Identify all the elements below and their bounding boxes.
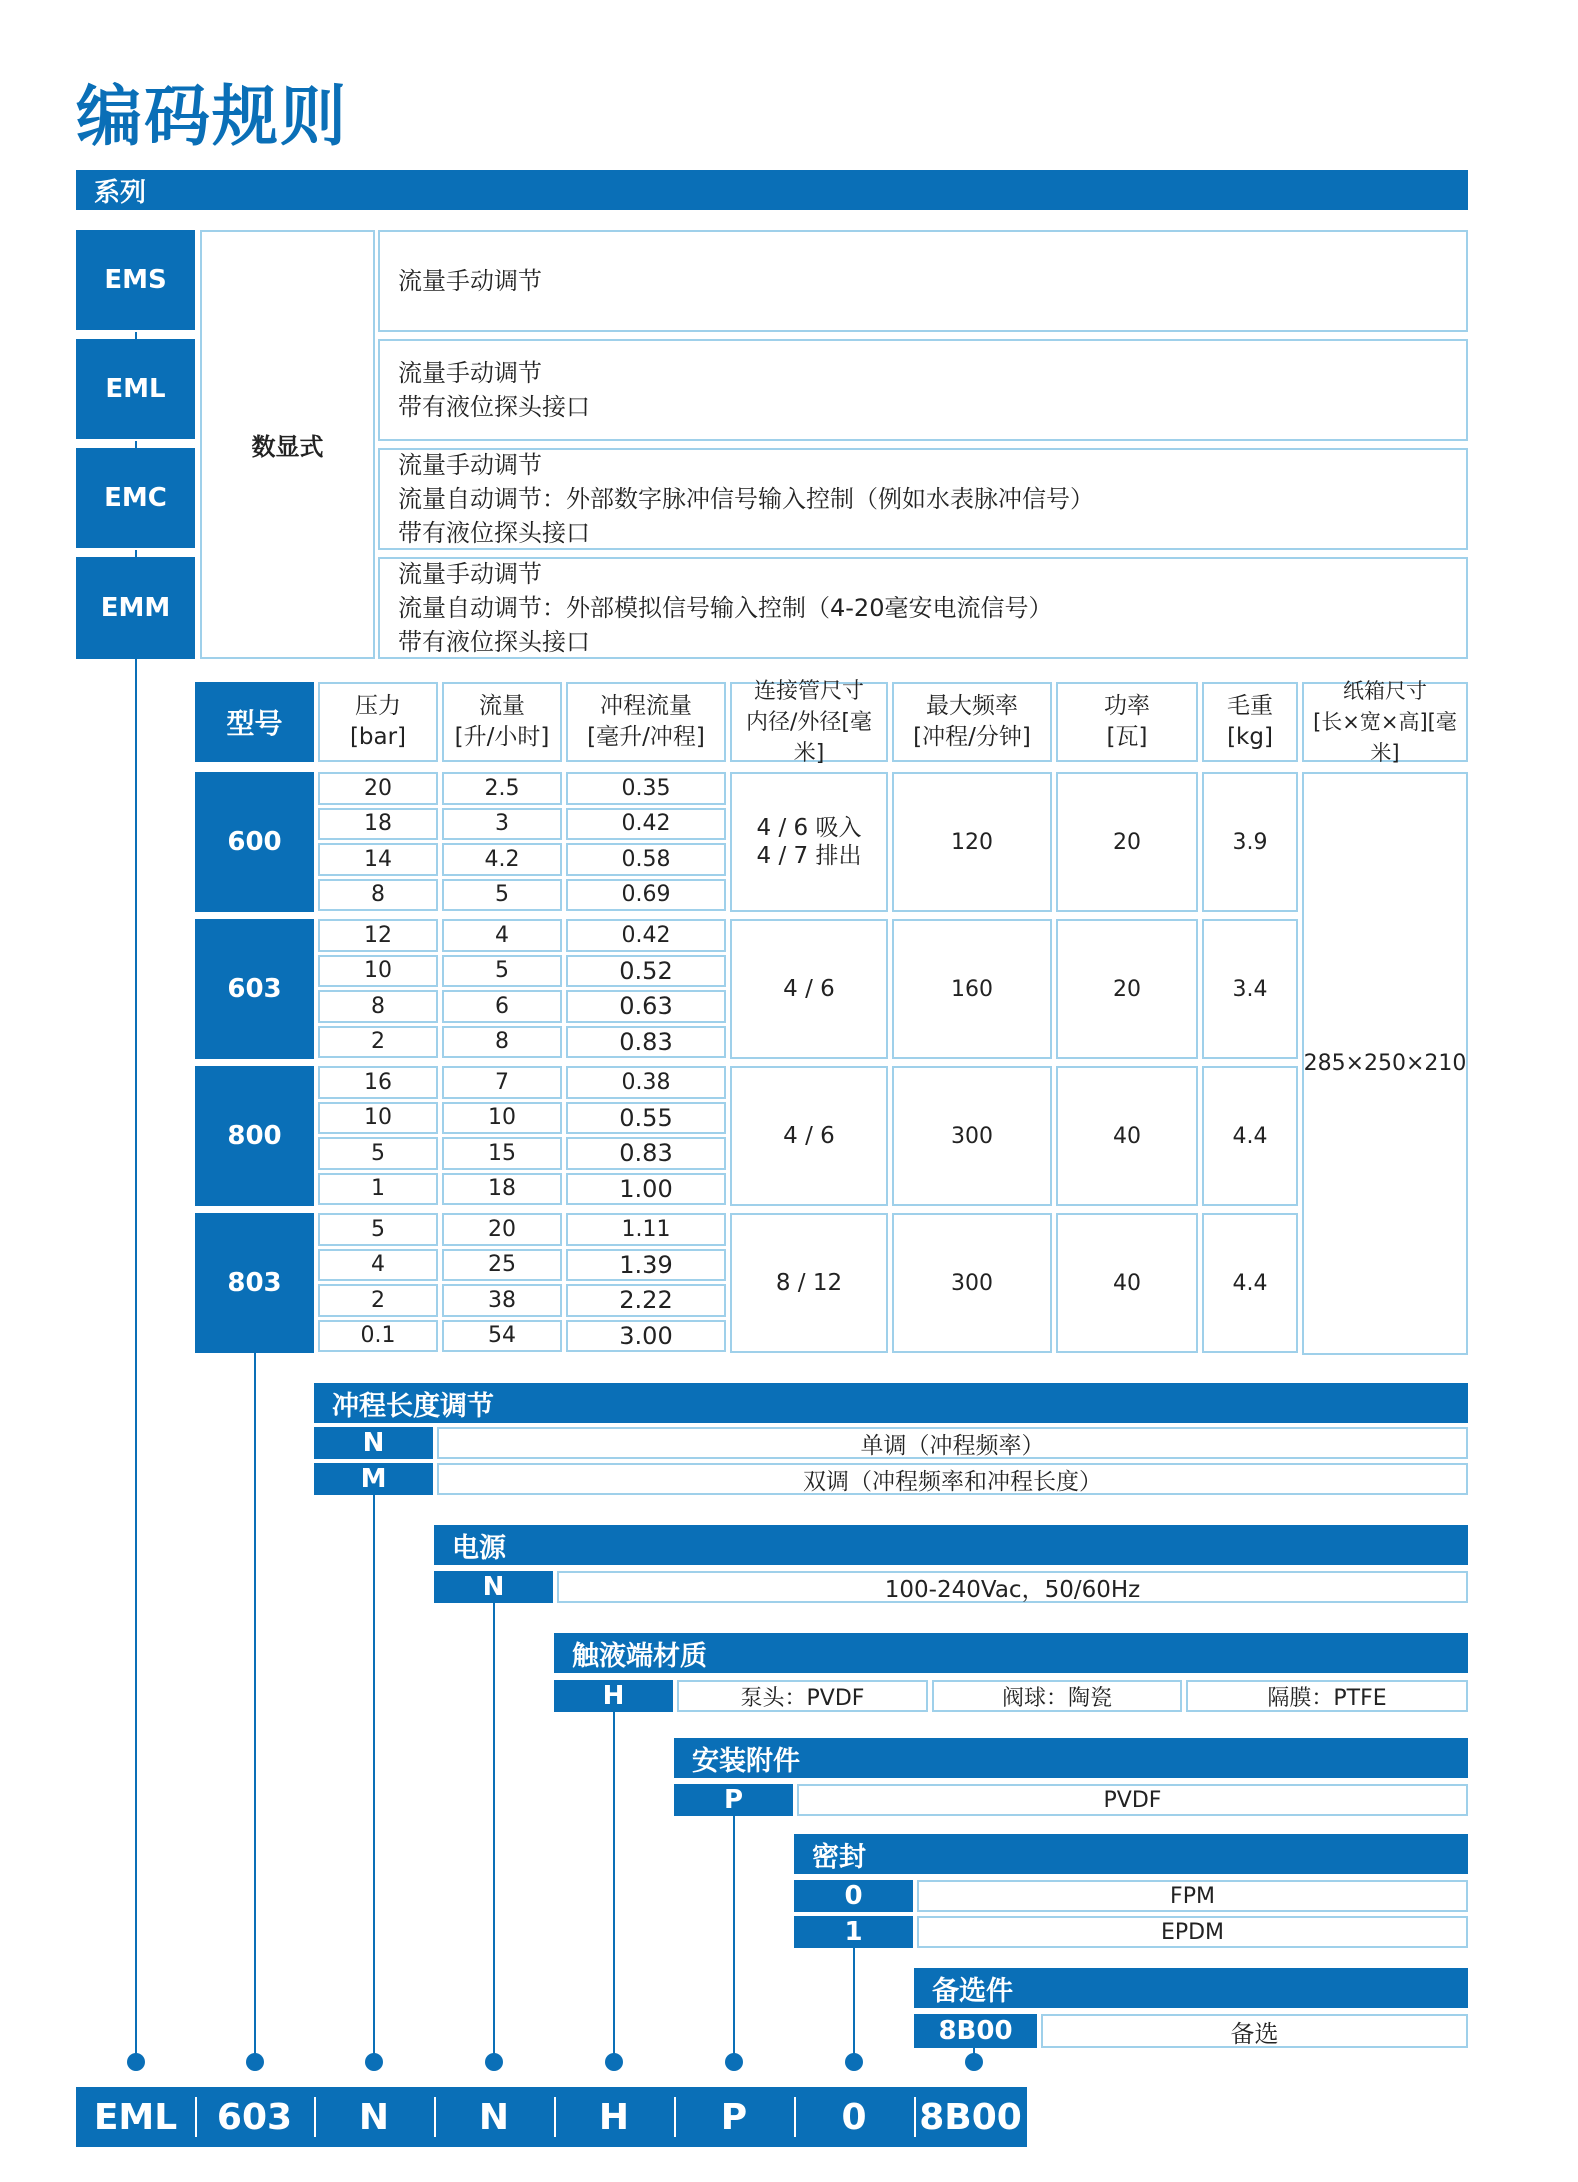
weight-cell: 4.4 [1202, 1066, 1298, 1206]
page-title: 编码规则 [76, 78, 348, 155]
freq-cell: 300 [892, 1213, 1052, 1353]
option-code-8b00: 8B00 [914, 2014, 1037, 2048]
series-code-emc: EMC [76, 448, 195, 548]
flow-cell: 5 [442, 955, 562, 988]
power-supply-header: 电源 [434, 1525, 1468, 1565]
fitting-code-p: P [674, 1784, 793, 1816]
code-bar-power: N [478, 2096, 510, 2138]
stroke-flow-cell: 0.52 [566, 955, 726, 988]
series-desc-emc [378, 448, 1468, 550]
header-line: 毛重 [1227, 693, 1273, 719]
header-unit: [冲程/分钟] [913, 724, 1031, 750]
freq-cell: 160 [892, 919, 1052, 1059]
header-line: 压力 [355, 693, 401, 719]
stroke-flow-header [566, 682, 726, 762]
pressure-cell: 12 [318, 919, 438, 952]
series-desc-line: 流量手动调节 [398, 267, 542, 295]
pressure-cell: 4 [318, 1249, 438, 1282]
power-cell: 40 [1056, 1213, 1198, 1353]
series-desc-line: 流量手动调节 [398, 451, 542, 479]
series-link-tick [135, 332, 137, 340]
pipe-cell [730, 1066, 888, 1206]
flow-cell: 10 [442, 1102, 562, 1135]
stroke-flow-cell: 1.11 [566, 1213, 726, 1246]
pressure-cell: 10 [318, 955, 438, 988]
header-unit: [升/小时] [454, 724, 550, 750]
header-unit: 内径/外径[毫米] [746, 709, 872, 766]
pressure-cell: 2 [318, 1284, 438, 1317]
stroke-flow-cell: 2.22 [566, 1284, 726, 1317]
wetted-part-ball: 阀球：陶瓷 [932, 1680, 1182, 1712]
code-bar-stroke: N [358, 2096, 390, 2138]
stroke-flow-cell: 0.42 [566, 919, 726, 952]
code-bar-option: 8B00 [919, 2096, 1022, 2138]
header-unit: [bar] [349, 724, 407, 750]
pressure-cell: 8 [318, 879, 438, 912]
pressure-cell: 18 [318, 808, 438, 841]
connector-dot [127, 2053, 145, 2071]
series-desc-eml [378, 339, 1468, 441]
header-line: 流量 [479, 693, 525, 719]
stroke-adjust-header: 冲程长度调节 [314, 1383, 1468, 1423]
stroke-flow-cell: 0.58 [566, 843, 726, 876]
wetted-part-head: 泵头：PVDF [677, 1680, 928, 1712]
wetted-code-h: H [554, 1680, 673, 1712]
weight-cell: 3.9 [1202, 772, 1298, 912]
pipe-line: 8 / 12 [775, 1270, 843, 1296]
header-unit: [长×宽×高][毫米] [1313, 709, 1457, 765]
pipe-cell [730, 772, 888, 912]
flow-cell: 6 [442, 990, 562, 1023]
connector-line [254, 1352, 256, 2061]
flow-cell: 7 [442, 1066, 562, 1099]
stroke-flow-cell: 1.00 [566, 1173, 726, 1206]
pressure-cell: 2 [318, 1026, 438, 1059]
series-desc-line: 流量手动调节 [398, 560, 542, 588]
seal-code-0: 0 [794, 1880, 913, 1912]
code-bar-seal: 0 [841, 2096, 867, 2138]
series-desc-line: 流量自动调节：外部模拟信号输入控制（4-20毫安电流信号） [398, 594, 1053, 622]
series-code-ems: EMS [76, 230, 195, 330]
flow-cell: 25 [442, 1249, 562, 1282]
series-desc-line: 流量手动调节 [398, 359, 542, 387]
connector-dot [605, 2053, 623, 2071]
freq-cell: 300 [892, 1066, 1052, 1206]
series-header: 系列 [76, 170, 1468, 210]
series-link-tick [135, 550, 137, 558]
code-bar-material: H [598, 2096, 630, 2138]
flow-cell: 4 [442, 919, 562, 952]
power-cell: 20 [1056, 772, 1198, 912]
pressure-cell: 16 [318, 1066, 438, 1099]
pipe-line: 4 / 7 排出 [756, 843, 862, 869]
seal-desc-0: FPM [917, 1880, 1468, 1912]
seal-desc-1: EPDM [917, 1916, 1468, 1948]
series-desc-ems [378, 230, 1468, 332]
flow-cell: 54 [442, 1320, 562, 1353]
code-bar-separator [314, 2097, 316, 2137]
flow-cell: 18 [442, 1173, 562, 1206]
stroke-flow-cell: 0.83 [566, 1137, 726, 1170]
model-code: 600 [195, 772, 314, 912]
flow-cell: 4.2 [442, 843, 562, 876]
stroke-flow-cell: 0.69 [566, 879, 726, 912]
box-size-cell: 285×250×210 [1302, 772, 1468, 1355]
connector-dot [965, 2053, 983, 2071]
power-code-n: N [434, 1571, 553, 1603]
connector-dot [365, 2053, 383, 2071]
pressure-cell: 1 [318, 1173, 438, 1206]
power-cell: 20 [1056, 919, 1198, 1059]
code-bar-separator [554, 2097, 556, 2137]
pipe-cell [730, 919, 888, 1059]
pressure-cell: 5 [318, 1137, 438, 1170]
pipe-cell [730, 1213, 888, 1353]
connector-line [373, 1495, 375, 2061]
pressure-cell: 20 [318, 772, 438, 805]
pressure-cell: 8 [318, 990, 438, 1023]
series-group-label: 数显式 [200, 230, 375, 659]
stroke-code-n: N [314, 1427, 433, 1459]
wetted-part-diaphragm: 隔膜：PTFE [1186, 1680, 1468, 1712]
wetted-material-header: 触液端材质 [554, 1633, 1468, 1673]
pressure-cell: 5 [318, 1213, 438, 1246]
connector-line [733, 1816, 735, 2061]
code-bar-fitting: P [720, 2096, 748, 2138]
connector-dot [246, 2053, 264, 2071]
fitting-desc-p: PVDF [797, 1784, 1468, 1816]
code-bar-separator [794, 2097, 796, 2137]
code-bar-separator [195, 2097, 197, 2137]
connector-line [493, 1603, 495, 2061]
stroke-flow-cell: 3.00 [566, 1320, 726, 1353]
power-desc-n: 100-240Vac，50/60Hz [557, 1571, 1468, 1603]
series-code-emm: EMM [76, 557, 195, 659]
series-desc-emm [378, 557, 1468, 659]
pipe-line: 4 / 6 [783, 1123, 835, 1149]
pressure-cell: 10 [318, 1102, 438, 1135]
connector-dot [845, 2053, 863, 2071]
header-unit: [kg] [1227, 724, 1273, 750]
flow-cell: 38 [442, 1284, 562, 1317]
flow-cell: 20 [442, 1213, 562, 1246]
seal-code-1: 1 [794, 1916, 913, 1948]
box-header [1302, 678, 1468, 765]
flow-cell: 5 [442, 879, 562, 912]
pipe-header [730, 678, 888, 766]
fitting-header: 安装附件 [674, 1738, 1468, 1778]
stroke-flow-cell: 0.55 [566, 1102, 726, 1135]
series-desc-line: 带有液位探头接口 [398, 628, 590, 656]
stroke-flow-cell: 0.35 [566, 772, 726, 805]
stroke-flow-cell: 0.63 [566, 990, 726, 1023]
header-line: 连接管尺寸 [753, 678, 864, 704]
option-desc-8b00: 备选 [1041, 2014, 1468, 2048]
freq-header [892, 682, 1052, 762]
pipe-line: 4 / 6 吸入 [756, 815, 862, 841]
power-cell: 40 [1056, 1066, 1198, 1206]
weight-cell: 3.4 [1202, 919, 1298, 1059]
stroke-flow-cell: 0.83 [566, 1026, 726, 1059]
stroke-code-m: M [314, 1463, 433, 1495]
pressure-header [318, 682, 438, 762]
model-header: 型号 [195, 682, 314, 762]
flow-cell: 3 [442, 808, 562, 841]
header-line: 纸箱尺寸 [1343, 678, 1427, 703]
pressure-cell: 14 [318, 843, 438, 876]
flow-cell: 15 [442, 1137, 562, 1170]
model-code: 800 [195, 1066, 314, 1206]
series-desc-line: 带有液位探头接口 [398, 519, 590, 547]
code-bar-separator [674, 2097, 676, 2137]
code-bar-model: 603 [216, 2096, 293, 2138]
header-line: 最大频率 [926, 693, 1018, 719]
series-desc-line: 带有液位探头接口 [398, 393, 590, 421]
flow-cell: 2.5 [442, 772, 562, 805]
weight-header [1202, 682, 1298, 762]
weight-cell: 4.4 [1202, 1213, 1298, 1353]
connector-dot [725, 2053, 743, 2071]
stroke-flow-cell: 0.38 [566, 1066, 726, 1099]
stroke-desc-m: 双调（冲程频率和冲程长度） [437, 1463, 1468, 1495]
option-header: 备选件 [914, 1968, 1468, 2008]
model-code: 603 [195, 919, 314, 1059]
connector-line [613, 1712, 615, 2061]
code-bar-series: EML [93, 2096, 178, 2138]
freq-cell: 120 [892, 772, 1052, 912]
flow-header [442, 682, 562, 762]
stroke-desc-n: 单调（冲程频率） [437, 1427, 1468, 1459]
stroke-flow-cell: 1.39 [566, 1249, 726, 1282]
seal-header: 密封 [794, 1834, 1468, 1874]
stroke-flow-cell: 0.42 [566, 808, 726, 841]
flow-cell: 8 [442, 1026, 562, 1059]
series-link-tick [135, 441, 137, 449]
connector-dot [485, 2053, 503, 2071]
power-header [1056, 682, 1198, 762]
series-desc-line: 流量自动调节：外部数字脉冲信号输入控制（例如水表脉冲信号） [398, 485, 1094, 513]
header-line: 功率 [1104, 693, 1150, 719]
model-code: 803 [195, 1213, 314, 1353]
header-unit: [毫升/冲程] [587, 724, 705, 750]
connector-line [135, 659, 137, 2061]
code-bar-separator [434, 2097, 436, 2137]
series-code-eml: EML [76, 339, 195, 439]
connector-line [853, 1948, 855, 2061]
header-line: 冲程流量 [600, 693, 692, 719]
code-bar-separator [914, 2097, 916, 2137]
header-unit: [瓦] [1106, 724, 1148, 750]
pressure-cell: 0.1 [318, 1320, 438, 1353]
pipe-line: 4 / 6 [783, 976, 835, 1002]
